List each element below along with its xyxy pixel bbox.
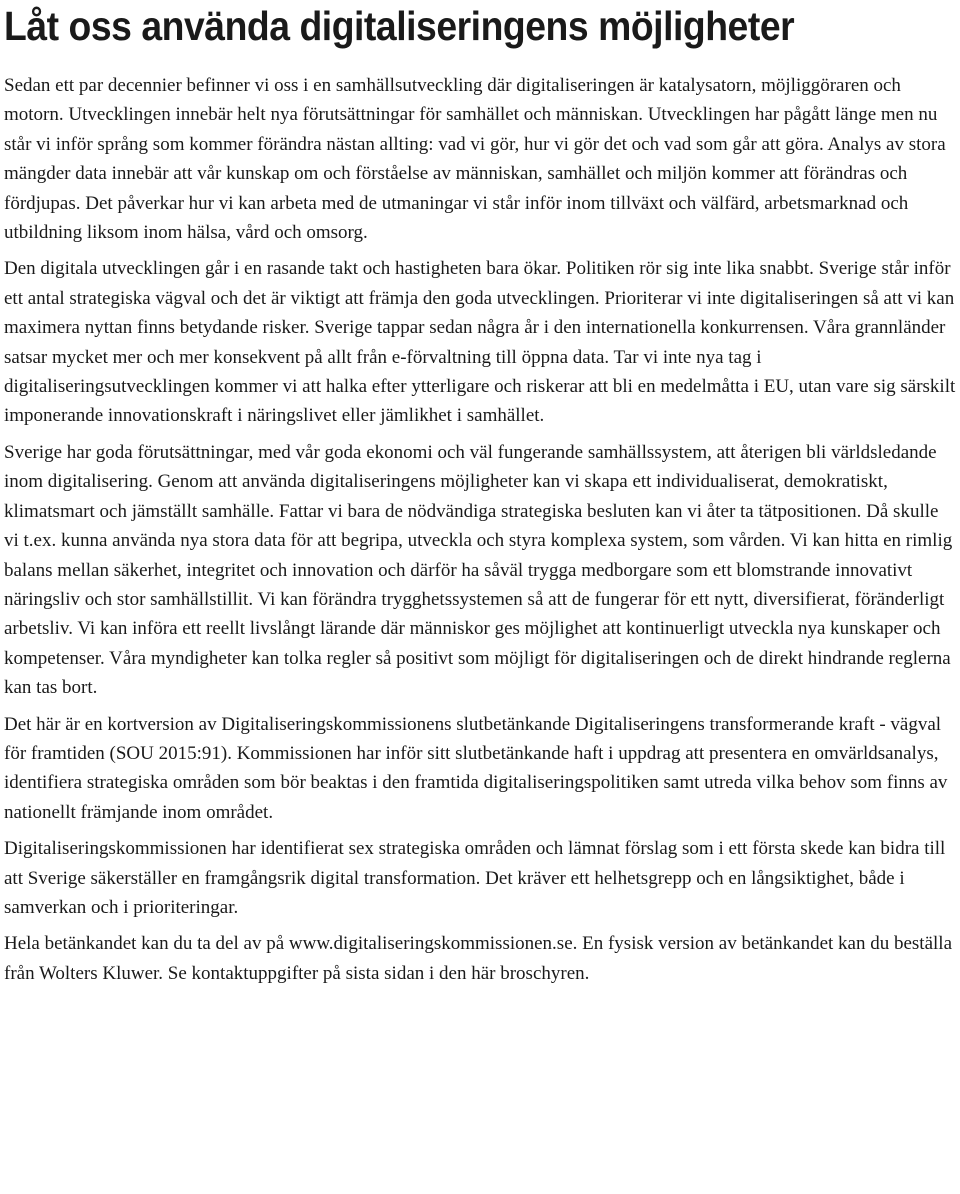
paragraph-opportunities: Sverige har goda förutsättningar, med vår goda ekonomi och väl fungerande samhällssystem, att återigen bli världsledande inom digitalisering. Genom att använda digitaliseringens möjligheter kan vi skapa ett individualiserat, demokratiskt, klimatsmart och jämställt samhälle. Fattar vi bara de nödvändiga strategiska besluten kan vi åter ta tätpositionen. Då skulle vi t.ex. kunna använda nya stora data för att begripa, utveckla och styra komplexa system, som vården. Vi kan hitta en rimlig balans mellan säkerhet, integritet och innovation och därför ha såväl trygga medborgare som ett blomstrande innovativt näringsliv och stor samhällstillit. Vi kan förändra trygghetssystemen så att de fungerar för ett nytt, diversifierat, föränderligt arbetsliv. Vi kan införa ett reellt livslångt lärande där människor ges möjlighet att kontinuerligt utveckla nya kunskaper och kompetenser. Våra myndigheter kan tolka regler så positivt som möjligt för digitaliseringen och de direkt hindrande reglerna kan tas bort. (4, 441, 953, 699)
paragraph-strategic-areas: Digitaliseringskommissionen har identifierat sex strategiska områden och lämnat förslag som i ett första skede kan bidra till att Sverige säkerställer en framgångsrik digital transformation. Det kräver ett helhetsgrepp och en långsiktighet, både i samverkan och i prioriteringar. (4, 838, 946, 918)
body-text (4, 71, 956, 988)
paragraph-intro: Sedan ett par decennier befinner vi oss i en samhällsutveckling där digitaliseringen är katalysatorn, möjliggöraren och motorn. Utvecklingen innebär helt nya förutsättningar för samhället och människan. Utvecklingen har pågått länge men nu står vi inför språng som kommer förändra nästan allting: vad vi gör, hur vi gör det och vad som går att göra. Analys av stora mängder data innebär att vår kunskap om och förståelse av människan, samhället och miljön kommer att förändras och fördjupas. Det påverkar hur vi kan arbeta med de utmaningar vi står inför inom tillväxt och välfärd, arbetsmarknad och utbildning liksom inom hälsa, vård och omsorg. (4, 75, 946, 244)
paragraph-short-version: Det här är en kortversion av Digitaliseringskommissionens slutbetänkande Digitaliseringens transformerande kraft - vägval för framtiden (SOU 2015:91). Kommissionen har inför sitt slutbetänkande haft i uppdrag att presentera en omvärldsanalys, identifiera strategiska områden som bör beaktas i den framtida digitaliseringspolitiken samt utreda vilka behov som finns av nationellt främjande inom området. (4, 713, 948, 823)
paragraph-full-report: Hela betänkandet kan du ta del av på www.digitaliseringskommissionen.se. En fysisk version av betänkandet kan du beställa från Wolters Kluwer. Se kontaktuppgifter på sista sidan i den här broschyren. (4, 933, 952, 984)
paragraph-pace: Den digitala utvecklingen går i en rasande takt och hastigheten bara ökar. Politiken rör sig inte lika snabbt. Sverige står inför ett antal strategiska vägval och det är viktigt att främja den goda utvecklingen. Prioriterar vi inte digitaliseringen så att vi kan maximera nyttan finns betydande risker. Sverige tappar sedan några år i den internationella konkurrensen. Våra grannländer satsar mycket mer och mer konsekvent på allt från e-förvaltning till öppna data. Tar vi inte nya tag i digitaliseringsutvecklingen kommer vi att halka efter ytterligare och riskerar att bli en medelmåtta i EU, utan vare sig särskilt imponerande innovationskraft i näringslivet eller jämlikhet i samhället. (4, 258, 956, 427)
page-title: Låt oss använda digitaliseringens möjligheter (4, 3, 795, 49)
document-page (4, 0, 956, 988)
